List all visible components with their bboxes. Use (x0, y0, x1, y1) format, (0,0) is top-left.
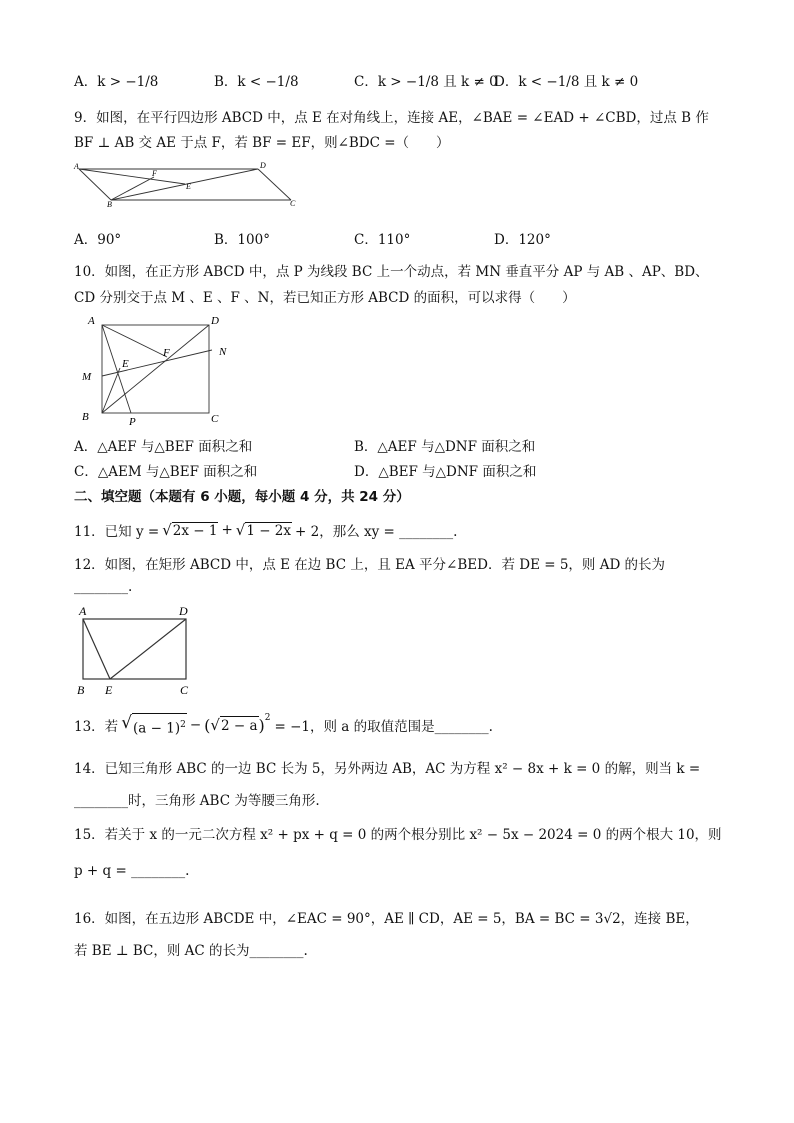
q13-suffix: = −1，则 a 的取值范围是________. (274, 719, 493, 736)
q12-label-a: A (79, 604, 87, 618)
q15-text-line1: 15．若关于 x 的一元二次方程 x² + px + q = 0 的两个根分别比 x² − 5x − 2024 = 0 的两个根大 10，则 (74, 827, 722, 843)
q10-text-line1: 10．如图，在正方形 ABCD 中，点 P 为线段 BC 上一个动点，若 MN 垂直平分 AP 与 AB 、AP、BD、 (74, 264, 709, 280)
q13-exponent-2: 2 (264, 713, 271, 723)
q13-exponent-1: 2 (180, 720, 186, 730)
q8-option-d: D．k < −1/8 且 k ≠ 0 (494, 74, 639, 90)
q10-label-a: A (88, 315, 95, 327)
q16-text-line1: 16．如图，在五边形 ABCDE 中，∠EAC = 90°，AE ∥ CD，AE = 5，BA = BC = 3√2，连接 BE， (74, 911, 699, 927)
q9-parallelogram-diagram (70, 158, 310, 210)
q9-option-a: A．90° (74, 232, 122, 248)
section-heading: 二、填空题（本题有 6 小题，每小题 4 分，共 24 分） (74, 489, 410, 505)
q14-text-line1: 14．已知三角形 ABC 的一边 BC 长为 5，另外两边 AB，AC 为方程 x² − 8x + k = 0 的解，则当 k = (74, 761, 701, 777)
q12-text-line2: ________. (74, 579, 133, 595)
q12-label-c: C (180, 683, 189, 697)
q13-minus: − (189, 717, 202, 734)
q10-square-diagram (76, 310, 246, 428)
q13-radicand-1: (a − 1) (133, 720, 181, 737)
q10-label-p: P (129, 416, 136, 428)
q9-option-b: B．100° (214, 232, 270, 248)
q12-label-b: B (77, 683, 85, 697)
paren-open-icon: ( (204, 715, 211, 735)
q13-line (74, 713, 493, 738)
q11-radicand-2: 1 − 2x (246, 522, 292, 539)
q8-option-c: C．k > −1/8 且 k ≠ 0 (354, 74, 498, 90)
paren-close-icon: ) (258, 715, 265, 735)
q15-text-line2: p + q = ________. (74, 863, 190, 879)
q12-text-line1: 12．如图，在矩形 ABCD 中，点 E 在边 BC 上，且 EA 平分∠BED．若 DE = 5，则 AD 的长为 (74, 557, 666, 573)
q12-label-d: D (179, 604, 188, 618)
q11-suffix: + 2，那么 xy = ________. (295, 524, 458, 540)
q9-option-c: C．110° (354, 232, 411, 248)
q11-sqrt-2 (236, 522, 292, 539)
q11-sqrt-1 (162, 522, 218, 539)
q10-text-line2: CD 分别交于点 M 、E 、F 、N，若已知正方形 ABCD 的面积，可以求得（ ） (74, 290, 576, 306)
q8-option-a: A．k > −1/8 (74, 74, 159, 90)
q10-option-c: C．△AEM 与△BEF 面积之和 (74, 464, 258, 480)
q11-plus: + (221, 522, 233, 538)
q10-label-m: M (82, 371, 92, 383)
radical-icon: √ (121, 713, 133, 733)
q12-rectangle-diagram (74, 602, 204, 700)
q9-label-f: F (152, 169, 157, 178)
q11-line (74, 520, 457, 540)
q12-label-e: E (105, 683, 113, 697)
q10-label-f: F (163, 347, 170, 359)
q9-label-d: D (260, 161, 266, 170)
q9-label-a: A (74, 162, 79, 171)
q10-label-b: B (82, 411, 89, 423)
q9-label-c: C (290, 199, 296, 208)
q11-radicand-1: 2x − 1 (172, 522, 218, 539)
q9-label-e: E (186, 182, 191, 191)
q9-text-line1: 9．如图，在平行四边形 ABCD 中，点 E 在对角线上，连接 AE，∠BAE = ∠EAD + ∠CBD，过点 B 作 (74, 110, 709, 126)
q16-text-line2: 若 BE ⊥ BC，则 AC 的长为________. (74, 943, 308, 959)
q10-label-n: N (219, 346, 227, 358)
q13-sqrt-2 (210, 716, 258, 735)
q10-label-e: E (122, 358, 129, 370)
q11-prefix: 11．已知 y = (74, 524, 160, 540)
q14-text-line2: ________时，三角形 ABC 为等腰三角形. (74, 793, 320, 809)
q9-label-b: B (107, 200, 112, 209)
q13-radicand-2: 2 − a (220, 717, 258, 734)
q9-option-d: D．120° (494, 232, 551, 248)
q10-label-c: C (211, 413, 219, 425)
radical-icon: √ (235, 520, 246, 539)
q13-sqrt-1 (121, 713, 187, 738)
q9-text-line2: BF ⊥ AB 交 AE 于点 F，若 BF = EF，则∠BDC =（ ） (74, 135, 450, 151)
q10-option-a: A．△AEF 与△BEF 面积之和 (74, 439, 253, 455)
q10-option-b: B．△AEF 与△DNF 面积之和 (354, 439, 536, 455)
radical-icon: √ (210, 715, 220, 734)
q10-option-d: D．△BEF 与△DNF 面积之和 (354, 464, 537, 480)
q8-option-b: B．k < −1/8 (214, 74, 299, 90)
q10-label-d: D (211, 315, 219, 327)
q13-prefix: 13．若 (74, 719, 119, 736)
radical-icon: √ (162, 520, 172, 539)
